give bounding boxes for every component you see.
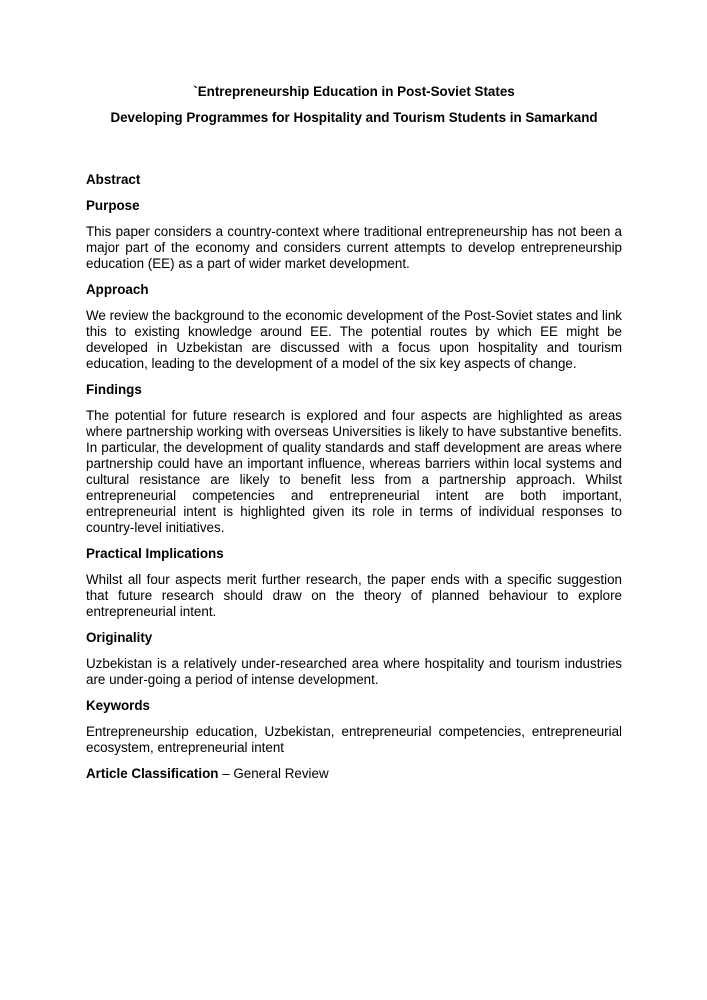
section-heading-approach: Approach	[86, 282, 149, 297]
section-body-approach: We review the background to the economic development of the Post-Soviet states and link this to existing knowledge around EE. The potential routes by which EE might be developed in Uzbekistan are discussed with a focus upon hospitality and tourism education, leading to the development of a model of the six key aspects of change.	[86, 308, 622, 371]
section-body-keywords: Entrepreneurship education, Uzbekistan, entrepreneurial competencies, entrepreneurial ecosystem, entrepreneurial intent	[86, 724, 622, 755]
section-body-originality: Uzbekistan is a relatively under-researched area where hospitality and tourism industries are under-going a period of intense development.	[86, 656, 622, 687]
section-heading-practical-implications: Practical Implications	[86, 546, 224, 561]
section-heading-purpose: Purpose	[86, 198, 140, 213]
section-heading-originality: Originality	[86, 630, 153, 645]
section-body-purpose: This paper considers a country-context where traditional entrepreneurship has not been a major part of the economy and considers current attempts to develop entrepreneurship education (EE) as a part of wider market development.	[86, 224, 622, 271]
section-body-findings: The potential for future research is explored and four aspects are highlighted as areas where partnership working with overseas Universities is likely to have substantive benefits. In particular, the development of quality standards and staff development are areas where partnership could have an important influence, whereas barriers within local systems and cultural resistance are likely to benefit less from a partnership approach. Whilst entrepreneurial competencies and entrepreneurial intent are both important, entrepreneurial intent is highlighted given its role in terms of individual responses to country-level initiatives.	[86, 408, 622, 535]
section-heading-findings: Findings	[86, 382, 142, 397]
article-classification-value: – General Review	[218, 766, 329, 781]
article-classification-line	[86, 766, 622, 782]
article-classification-label: Article Classification	[86, 766, 219, 781]
section-body-practical-implications: Whilst all four aspects merit further research, the paper ends with a specific suggestion that future research should draw on the theory of planned behaviour to explore entrepreneurial intent.	[86, 572, 622, 619]
section-heading-abstract: Abstract	[86, 172, 141, 187]
document-title: `Entrepreneurship Education in Post-Soviet States	[193, 84, 515, 99]
section-heading-keywords: Keywords	[86, 698, 150, 713]
document-subtitle: Developing Programmes for Hospitality and Tourism Students in Samarkand	[110, 110, 598, 125]
